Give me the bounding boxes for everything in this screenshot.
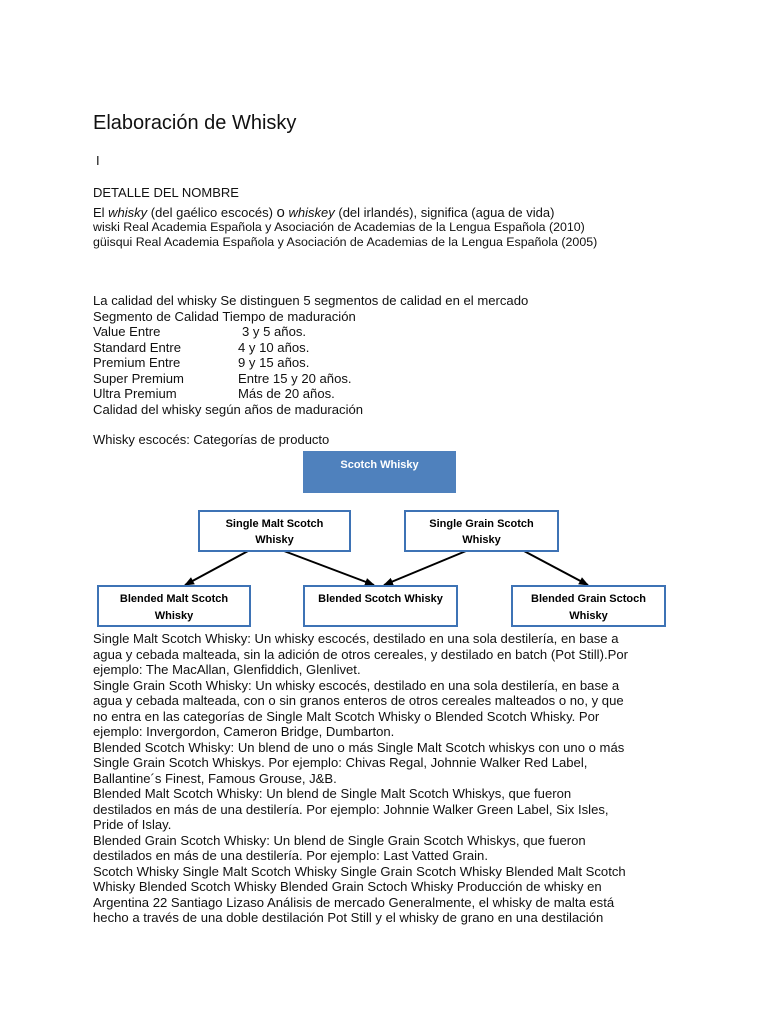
node-single-grain-line1: Single Grain Scotch [429,518,534,530]
node-blended-grain-line1: Blended Grain Sctoch [531,593,646,605]
node-single-malt-line1: Single Malt Scotch [225,518,324,530]
connector-arrow [185,551,248,585]
calidad-segment: Premium Entre [93,355,181,370]
whisky-term: whisky [108,205,148,220]
body-line: agua y cebada malteada, con o sin granos enteros de otros cereales malteados o no, y que [93,693,624,708]
node-scotch-whisky-label: Scotch Whisky [340,459,419,471]
node-single-grain [405,511,558,551]
text-cursor: I [96,153,100,168]
calidad-segment: Super Premium [93,370,184,386]
body-line: Blended Malt Scotch Whisky: Un blend de Single Malt Scotch Whiskys, que fueron [93,786,572,801]
detalle-line-1-o: o [276,204,285,221]
node-blended-grain [512,586,665,626]
categorias-heading: Whisky escocés: Categorías de producto [93,432,330,447]
body-line: Single Grain Scoth Whisky: Un whisky escocés, destilado en una sola destilería, en base a [93,677,620,693]
connector-arrow [284,551,374,585]
calidad-time: Más de 20 años. [238,386,335,401]
body-line: Single Malt Scotch Whisky: Un whisky escocés, destilado en una sola destilería, en base a [93,631,619,646]
body-text [93,631,628,926]
detalle-line-2: wiski Real Academia Española y Asociación de Academias de la Lengua Española (2010) [93,220,585,234]
body-line: Pride of Islay. [93,817,172,832]
calidad-time: Entre 15 y 20 años. [238,370,352,386]
node-single-grain-line2: Whisky [462,534,501,546]
node-blended-grain-line2: Whisky [569,610,608,622]
calidad-footer: Calidad del whisky según años de maduración [93,401,364,417]
node-blended-malt [98,586,250,626]
body-line: destilados en más de una destilería. Por ejemplo: Johnnie Walker Green Label, Six Isles, [93,801,609,817]
calidad-segment: Standard Entre [93,339,182,355]
whiskey-term: whiskey [288,205,335,220]
body-line: Single Grain Scotch Whiskys. Por ejemplo: Chivas Regal, Johnnie Walker Red Label, [93,755,588,770]
node-blended-malt-line1: Blended Malt Scotch [119,593,229,605]
body-line: Blended Scotch Whisky: Un blend de uno o más Single Malt Scotch whiskys con uno o más [93,739,625,755]
calidad-segment: Value Entre [93,324,161,339]
node-single-malt-line2: Whisky [255,534,294,546]
detalle-heading: DETALLE DEL NOMBRE [93,185,239,200]
calidad-segment: Ultra Premium [93,386,177,401]
body-line: agua y cebada malteada, sin la adición de otros cereales, y destilado en batch (Pot Still).Por [93,646,628,662]
calidad-time: 9 y 15 años. [238,355,310,370]
connector-arrow [384,551,466,585]
body-line: Blended Grain Scotch Whisky: Un blend de Single Grain Scotch Whiskys, que fueron [93,832,586,848]
body-line: destilados en más de una destilería. Por ejemplo: Last Vatted Grain. [93,848,488,863]
node-blended-scotch [304,586,457,626]
body-line: hecho a través de una doble destilación Pot Still y el whisky de grano en una destilación [93,910,604,925]
body-line: ejemplo: Invergordon, Cameron Bridge, Dumbarton. [93,724,395,739]
node-blended-malt-line2: Whisky [154,610,194,622]
node-scotch-whisky [303,451,456,493]
detalle-line-1-mid: (del gaélico escocés) [147,205,277,220]
body-line: Whisky Blended Scotch Whisky Blended Grain Sctoch Whisky Producción de whisky en [93,879,602,894]
body-line: Argentina 22 Santiago Lizaso Análisis de mercado Generalmente, el whisky de malta está [93,894,615,910]
body-line: Ballantine´s Finest, Famous Grouse, J&B. [93,770,337,786]
document-title: Elaboración de Whisky [93,112,297,134]
connector-arrow [524,551,588,585]
detalle-line-3: güisqui Real Academia Española y Asociación de Academias de la Lengua Española (2005) [93,235,598,249]
calidad-header: Segmento de Calidad Tiempo de maduración [93,308,356,324]
body-line: no entra en las categorías de Single Malt Scotch Whisky o Blended Scotch Whisky. Por [93,708,600,724]
node-single-malt [199,511,350,551]
calidad-time: 3 y 5 años. [242,324,307,339]
detalle-line-1-post: (del irlandés), significa (agua de vida) [334,205,555,220]
node-blended-scotch-label: Blended Scotch Whisky [318,593,443,605]
detalle-line-1-pre: El [93,205,109,220]
body-line: Scotch Whisky Single Malt Scotch Whisky Single Grain Scotch Whisky Blended Malt Scotch [93,863,626,879]
body-line: ejemplo: The MacAllan, Glenfiddich, Glenlivet. [93,662,361,677]
calidad-time: 4 y 10 años. [238,339,310,355]
calidad-intro: La calidad del whisky Se distinguen 5 segmentos de calidad en el mercado [93,293,529,308]
